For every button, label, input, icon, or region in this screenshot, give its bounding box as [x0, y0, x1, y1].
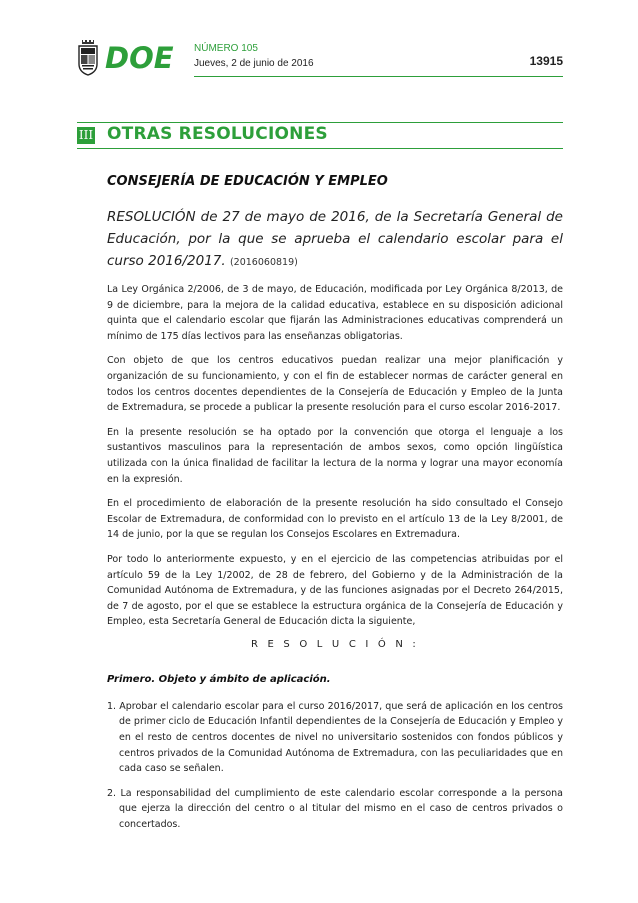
paragraph: En el procedimiento de elaboración de la presente resolución ha sido consultado el Consejo Escolar de Extremadura, de conformidad con lo previsto en el artículo 13 de la Ley 8/2001, de 14 de junio, por la que se regulan los Consejos Escolares en Extremadura.	[107, 498, 563, 541]
ministry-heading: CONSEJERÍA DE EDUCACIÓN Y EMPLEO	[107, 174, 388, 189]
paragraph: Con objeto de que los centros educativos puedan realizar una mejor planificación y organización de su funcionamiento, y con el fin de establecer normas de carácter general en todos los centros docentes dependientes de la Consejería de Educación y Empleo de la Junta de Extremadura, se procede a publicar la presente resolución para el curso escolar 2016-2017.	[107, 355, 563, 414]
resolution-heading: R E S O L U C I Ó N :	[250, 638, 419, 650]
header-divider	[194, 76, 563, 77]
issue-date: Jueves, 2 de junio de 2016	[194, 58, 314, 69]
resolution-title	[107, 206, 563, 274]
article-heading: Primero. Objeto y ámbito de aplicación.	[107, 673, 331, 685]
issue-number: NÚMERO 105	[194, 43, 258, 54]
resolution-code: (2016060819)	[229, 257, 298, 268]
paragraph: La Ley Orgánica 2/2006, de 3 de mayo, de Educación, modificada por Ley Orgánica 8/2013, de 9 de diciembre, para la mejora de la calidad educativa, establece en su disposición adicional quinta que el calendario escolar que fijarán las Administraciones educativas comprenderá un mínimo de 175 días lectivos para las enseñanzas obligatorias.	[107, 284, 563, 342]
numbered-item: 1. Aprobar el calendario escolar para el curso 2016/2017, que será de aplicación en los centros de primer ciclo de Educación Infantil dependientes de la Consejería de Educación y Empleo y en el resto de centros docentes de nivel no universitario sostenidos con fondos públicos y centros privados de la Comunidad Autónoma de Extremadura, con las peculiaridades que en cada caso se señalen.	[107, 700, 563, 775]
paragraph: Por todo lo anteriormente expuesto, y en el ejercicio de las competencias atribuidas por el artículo 59 de la Ley 1/2002, de 28 de febrero, del Gobierno y de la Administración de la Comunidad Autónoma de Extremadura, y de las funciones asignadas por el Decreto 264/2015, de 7 de agosto, por el que se establece la estructura orgánica de la Consejería de Educación y Empleo, esta Secretaría General de Educación dicta la siguiente,	[107, 553, 563, 628]
numbered-item: 2. La responsabilidad del cumplimiento de este calendario escolar corresponde a la persona que ejerza la dirección del centro o al titular del mismo en el caso de centros privados o concertados.	[107, 787, 563, 831]
document-body	[107, 174, 563, 842]
page-header	[77, 40, 563, 80]
section-bar	[77, 122, 563, 148]
extremadura-crest-icon	[77, 40, 99, 76]
section-bottom-divider	[77, 148, 563, 149]
page-number: 13915	[529, 54, 563, 68]
resolution-title-text: RESOLUCIÓN de 27 de mayo de 2016, de la Secretaría General de Educación, por la que se aprueba el calendario escolar para el curso 2016/2017.	[107, 209, 563, 269]
paragraph: En la presente resolución se ha optado por la convención que otorga el lenguaje a los sustantivos masculinos para la representación de ambos sexos, como opción lingüística utilizada con la única finalidad de facilitar la lectura de la norma y lograr una mayor economía en la expresión.	[107, 426, 563, 485]
doe-logo: DOE	[105, 41, 174, 75]
section-numeral-badge: III	[78, 128, 94, 142]
section-title: OTRAS RESOLUCIONES	[107, 124, 328, 144]
section-top-divider	[77, 122, 563, 123]
